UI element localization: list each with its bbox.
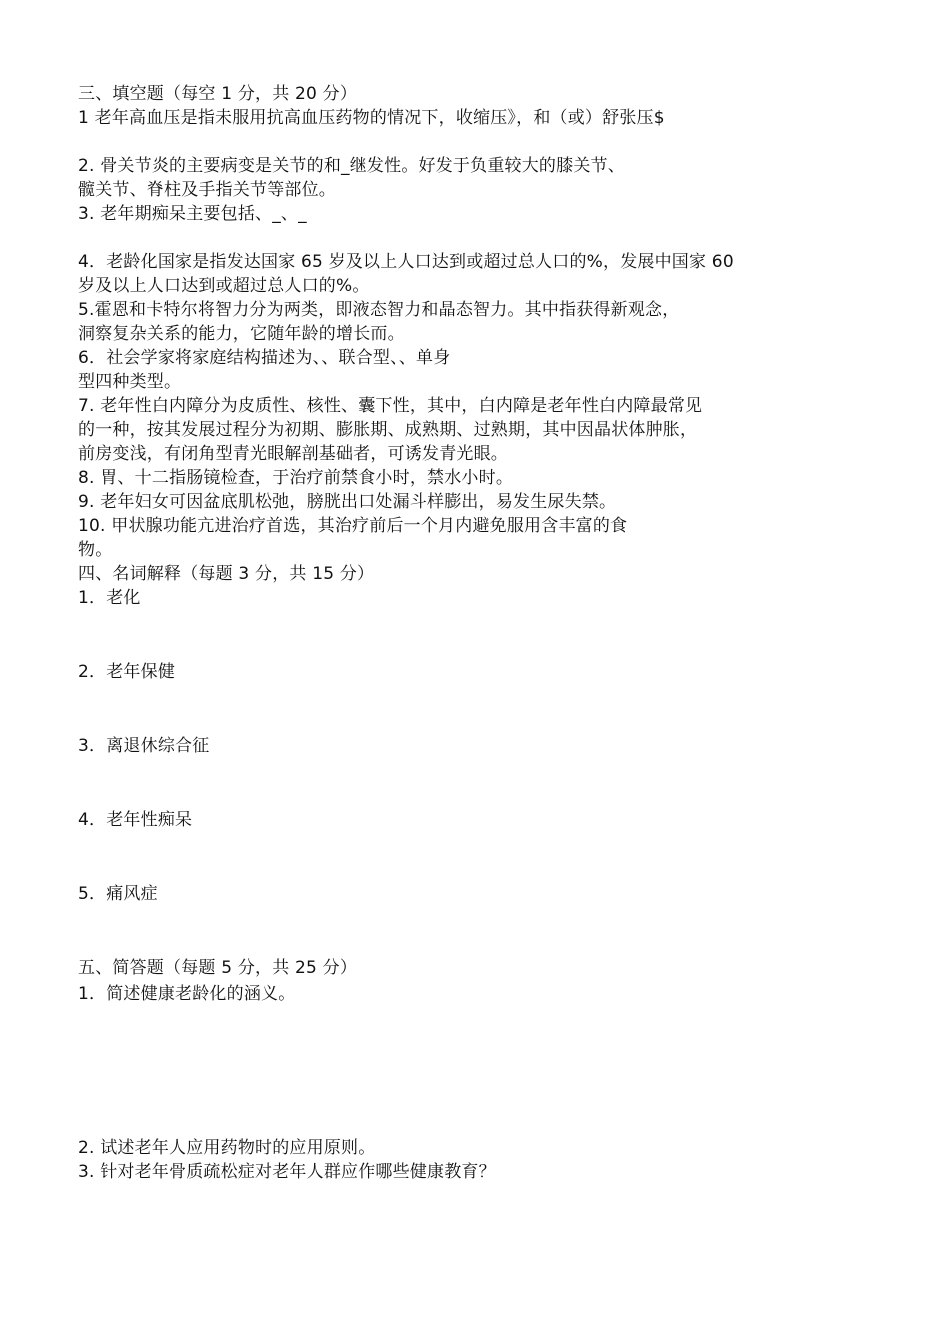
short-answer-item: 3. 针对老年骨质疏松症对老年人群应作哪些健康教育？ xyxy=(78,1162,496,1182)
question-3-3: 3. 老年期痴呆主要包括、_、_ xyxy=(78,204,307,224)
question-3-1: 1 老年高血压是指未服用抗高血压药物的情况下，收缩压》，和（或）舒张压$ xyxy=(78,108,665,128)
question-3-4-line-2: 岁及以上人口达到或超过总人口的%。 xyxy=(78,276,370,296)
section-3-heading: 三、填空题（每空 1 分，共 20 分） xyxy=(78,84,358,104)
term-item: 3．离退休综合征 xyxy=(78,736,210,756)
question-3-2-line-2: 髋关节、脊柱及手指关节等部位。 xyxy=(78,180,336,200)
question-3-10-line-2: 物。 xyxy=(78,540,113,560)
section-4-heading: 四、名词解释（每题 3 分，共 15 分） xyxy=(78,564,375,584)
term-item: 4．老年性痴呆 xyxy=(78,810,193,830)
section-5-heading: 五、简答题（每题 5 分，共 25 分） xyxy=(78,958,358,978)
term-item: 5．痛风症 xyxy=(78,884,158,904)
question-3-6-line-2: 型四种类型。 xyxy=(78,372,182,392)
short-answer-item: 1．简述健康老龄化的涵义。 xyxy=(78,984,296,1004)
question-3-9: 9. 老年妇女可因盆底肌松弛，膀胱出口处漏斗样膨出，易发生尿失禁。 xyxy=(78,492,617,512)
term-item: 2．老年保健 xyxy=(78,662,176,682)
question-3-6-line-1: 6．社会学家将家庭结构描述为、、联合型、、单身 xyxy=(78,348,451,368)
question-3-5-line-1: 5.霍恩和卡特尔将智力分为两类，即液态智力和晶态智力。其中指获得新观念， xyxy=(78,300,680,320)
question-3-4-line-1: 4．老龄化国家是指发达国家 65 岁及以上人口达到或超过总人口的%，发展中国家 60 xyxy=(78,252,734,272)
question-3-10-line-1: 10. 甲状腺功能亢进治疗首选，其治疗前后一个月内避免服用含丰富的食 xyxy=(78,516,628,536)
question-3-5-line-2: 洞察复杂关系的能力，它随年龄的增长而。 xyxy=(78,324,405,344)
short-answer-item: 2. 试述老年人应用药物时的应用原则。 xyxy=(78,1138,376,1158)
question-3-7-line-1: 7. 老年性白内障分为皮质性、核性、囊下性，其中，白内障是老年性白内障最常见 xyxy=(78,396,703,416)
question-3-7-line-2: 的一种，按其发展过程分为初期、膨胀期、成熟期、过熟期，其中因晶状体肿胀， xyxy=(78,420,698,440)
question-3-7-line-3: 前房变浅，有闭角型青光眼解剖基础者，可诱发青光眼。 xyxy=(78,444,508,464)
question-3-2-line-1: 2. 骨关节炎的主要病变是关节的和_继发性。好发于负重较大的膝关节、 xyxy=(78,156,625,176)
term-item: 1．老化 xyxy=(78,588,141,608)
question-3-8: 8. 胃、十二指肠镜检查，于治疗前禁食小时，禁水小时。 xyxy=(78,468,514,488)
